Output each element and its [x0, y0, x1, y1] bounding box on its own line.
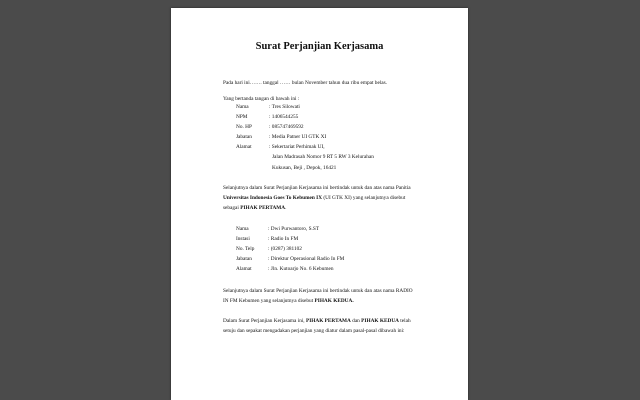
field-label: No. Telp [236, 246, 255, 252]
paragraph-line: setuju dan sepakat mengadakan perjanjian yang diatur dalam pasal-pasal dibawah ini: [223, 328, 405, 334]
field-value: : 085747469592 [269, 124, 304, 130]
party-label: PIHAK KEDUA. [314, 298, 354, 304]
field-value: : Dwi Purwantoro, S.ST [268, 226, 320, 232]
field-label: Nama [236, 226, 249, 232]
party-label: PIHAK PERTAMA [240, 205, 286, 211]
paragraph-line: Selanjutnya dalam Surat Perjanjian Kerjasama ini bertindak untuk dan atas nama Panitia [223, 185, 411, 191]
field-label: Nama [236, 104, 249, 110]
field-value: : 1406544255 [269, 114, 299, 120]
org-name: Universitas Indonesia Goes To Kebumen IX [223, 195, 323, 201]
address-line: Kukusan, Beji , Depok, 16421 [272, 165, 337, 171]
document-page[interactable] [171, 8, 468, 400]
paragraph-line: Selanjutnya dalam Surat Perjanjian Kerjasama ini bertindak untuk dan atas nama RADIO [223, 288, 413, 294]
text-run: telah [398, 318, 411, 324]
paragraph-line [223, 298, 354, 305]
field-label: Alamat [236, 266, 252, 272]
text-run: sebagai [223, 205, 241, 211]
field-label: Alamat [236, 144, 252, 150]
text-run: IN FM Kebumen yang selanjutnya disebut [223, 298, 315, 304]
field-value: : Jln. Kutoarjo No. 6 Kebumen [268, 266, 334, 272]
field-label: No. HP [236, 124, 252, 130]
paragraph-line [223, 205, 286, 212]
opening-line: Pada hari ini……. tanggal …… bulan November tahun dua ribu empat belas. [223, 80, 388, 86]
paragraph-line [223, 318, 411, 325]
field-value: : Media Patner UI GTK XI [269, 134, 327, 140]
signatory-intro: Yang bertanda tangan di bawah ini : [223, 96, 300, 102]
field-label: Jabatan [236, 256, 252, 262]
address-line: Jalan Madrasah Nomor 9 RT 5 RW 3 Kelurahan [272, 154, 374, 160]
document-title: Surat Perjanjian Kerjasama [255, 41, 384, 52]
text-run: Dalam Surat Perjanjian Kerjasama ini, [223, 318, 306, 324]
field-value: : Radio In FM [268, 236, 299, 242]
paragraph-line [223, 195, 405, 202]
party-label: PIHAK PERTAMA [305, 318, 351, 324]
text-run: dan [350, 318, 362, 324]
field-value: : Direktur Operasional Radio In FM [268, 256, 345, 262]
field-label: Jabatan [236, 134, 252, 140]
text-run: (UI GTK XI) yang selanjutnya disebut [322, 195, 406, 201]
field-value: : Sekertariat Perhimak UI, [269, 144, 325, 150]
field-label: Instasi [236, 236, 250, 242]
field-value: : Tres Silowati [269, 104, 300, 110]
party-label: PIHAK KEDUA [361, 318, 399, 324]
text-run: . [285, 205, 287, 211]
field-label: NPM [236, 114, 248, 120]
field-value: : (0287) 381102 [268, 246, 302, 252]
